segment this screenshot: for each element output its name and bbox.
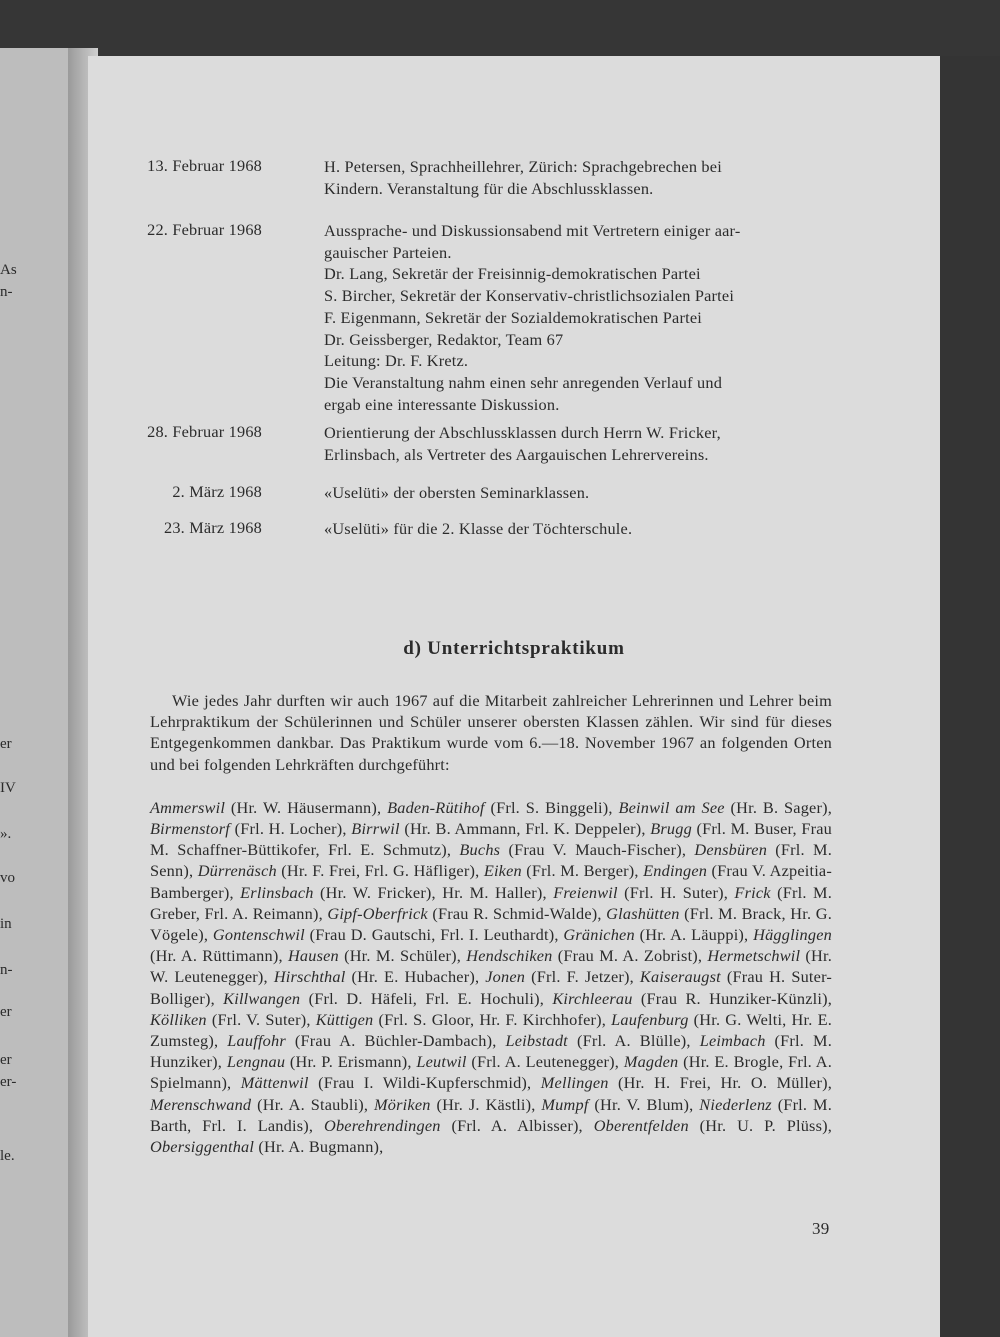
place-name: Birrwil xyxy=(351,819,400,839)
place-name: Obersiggenthal xyxy=(150,1137,255,1157)
place-teachers: (Hr. H. Frei, Hr. O. Müller), xyxy=(608,1073,832,1093)
place-name: Ammerswil xyxy=(150,797,226,817)
event-description xyxy=(324,482,832,504)
place-name: Hermetschwil xyxy=(707,946,801,966)
place-name: Niederlenz xyxy=(699,1094,772,1114)
place-name: Mumpf xyxy=(541,1094,589,1114)
place-teachers: (Frl. S. Binggeli), xyxy=(484,797,619,817)
place-teachers: (Hr. G. Welti, Hr. E. Zumsteg), xyxy=(150,1009,833,1051)
place-name: Beinwil am See xyxy=(618,797,725,817)
event-description-line: Kindern. Veranstaltung für die Abschlussklassen. xyxy=(324,178,654,198)
place-name: Densbüren xyxy=(694,840,768,860)
place-name: Dürrenäsch xyxy=(197,861,277,881)
place-teachers: (Frl. D. Häfeli, Frl. E. Hochuli), xyxy=(300,988,553,1008)
left-page-fragment: le. xyxy=(0,1148,15,1164)
place-name: Gipf-Oberfrick xyxy=(327,903,428,923)
place-name: Lauffohr xyxy=(227,1031,286,1051)
event-description xyxy=(324,518,832,540)
intro-paragraph: Wie jedes Jahr durften wir auch 1967 auf die Mitarbeit zahlreicher Lehrerinnen und Lehrer beim Lehrpraktikum der Schülerinnen und Schüler unserer obersten Klassen zählen. Wir sind für dieses Entgegenkommen dankbar. Das Praktikum wurde vom 6.—18. November 1967 an folgenden Orten und bei folgenden Lehrkräften durchgeführt: xyxy=(150,691,832,774)
place-teachers: (Frau R. Hunziker-Künzli), xyxy=(632,988,833,1008)
place-teachers: (Hr. W. Fricker), Hr. M. Haller), xyxy=(313,882,554,902)
event-date: 23. März 1968 xyxy=(163,518,262,537)
event-description-line: Orientierung der Abschlussklassen durch Herrn W. Fricker, xyxy=(324,423,721,442)
place-teachers: (Frau I. Wildi-Kupferschmid), xyxy=(308,1073,541,1093)
place-name: Erlinsbach xyxy=(240,882,314,902)
left-page-fragment: in xyxy=(0,916,12,932)
place-teachers: (Hr. V. Blum), xyxy=(588,1094,700,1114)
event-description-line: «Uselüti» der obersten Seminarklassen. xyxy=(324,483,590,502)
place-teachers: (Frl. M. Hunziker), xyxy=(150,1031,833,1072)
event-description-line: Leitung: Dr. F. Kretz. xyxy=(324,351,469,371)
place-teachers: (Hr. E. Brogle, Frl. A. Spielmann), xyxy=(150,1052,833,1093)
place-teachers: (Frl. M. Brack, Hr. G. Vögele), xyxy=(150,903,832,945)
place-name: Jonen xyxy=(485,967,526,987)
scan-background-top xyxy=(0,0,1000,56)
place-name: Hägglingen xyxy=(753,925,832,945)
place-name: Hendschiken xyxy=(466,946,553,966)
page xyxy=(88,56,940,1337)
place-teachers: (Hr. P. Erismann), xyxy=(285,1052,417,1072)
event-description-line: Die Veranstaltung nahm einen sehr anregenden Verlauf und xyxy=(324,372,723,392)
place-name: Kirchleerau xyxy=(552,988,633,1008)
place-teachers: (Hr. A. Rüttimann), xyxy=(150,946,288,966)
place-teachers: (Hr. W. Häusermann), xyxy=(225,797,388,817)
place-name: Baden-Rütihof xyxy=(387,797,485,817)
place-name: Glashütten xyxy=(606,903,680,923)
left-page-fragment: n- xyxy=(0,962,13,978)
place-name: Frick xyxy=(734,882,771,902)
event-description-line: Dr. Lang, Sekretär der Freisinnig-demokratischen Partei xyxy=(324,264,701,284)
place-teachers: (Hr. B. Sager), xyxy=(724,797,832,817)
place-name: Oberehrendingen xyxy=(323,1115,441,1135)
place-teachers: (Hr. M. Schüler), xyxy=(338,946,467,966)
place-name: Freienwil xyxy=(553,882,618,902)
event-description-line: S. Bircher, Sekretär der Konservativ-christlichsozialen Partei xyxy=(324,286,735,306)
left-page-fragment: n- xyxy=(0,284,13,300)
place-teachers: (Hr. A. Bugmann), xyxy=(254,1137,384,1157)
body-text xyxy=(150,636,832,1157)
event-description-line: gauischer Parteien. xyxy=(324,242,452,262)
place-name: Lengnau xyxy=(226,1052,286,1072)
place-teachers: (Frl. V. Suter), xyxy=(206,1009,316,1029)
place-name: Leimbach xyxy=(699,1031,766,1051)
place-name: Kölliken xyxy=(150,1009,207,1029)
place-teachers: (Hr. B. Ammann, Frl. K. Deppeler), xyxy=(399,819,651,839)
event-description-line: H. Petersen, Sprachheillehrer, Zürich: Sprachgebrechen bei xyxy=(324,157,722,176)
event-date: 28. Februar 1968 xyxy=(147,422,262,441)
place-name: Mellingen xyxy=(540,1073,609,1093)
place-teachers: (Hr. W. Leutenegger), xyxy=(150,946,833,987)
place-teachers: (Frl. A. Albisser), xyxy=(440,1115,594,1135)
place-name: Magden xyxy=(623,1052,679,1072)
event-description-line: ergab eine interessante Diskussion. xyxy=(324,394,560,414)
place-teachers: (Hr. A. Staubli), xyxy=(251,1094,375,1114)
place-name: Kaiseraugst xyxy=(639,967,721,987)
left-page-fragment: As xyxy=(0,262,17,278)
left-page-fragment: vo xyxy=(0,870,15,886)
place-teachers: (Frl. S. Gloor, Hr. F. Kirchhofer), xyxy=(373,1009,612,1029)
place-teachers: (Hr. E. Hubacher), xyxy=(345,967,486,987)
place-teachers: (Frl. M. Barth, Frl. I. Landis), xyxy=(150,1094,832,1135)
event-date: 13. Februar 1968 xyxy=(147,156,262,175)
event-description xyxy=(324,422,832,465)
event-description-line: F. Eigenmann, Sekretär der Sozialdemokratischen Partei xyxy=(324,307,702,327)
event-description-line: Aussprache- und Diskussionsabend mit Vertretern einiger aar- xyxy=(324,221,741,240)
place-teachers: (Hr. J. Kästli), xyxy=(430,1094,542,1114)
place-name: Endingen xyxy=(643,861,708,881)
event-description-line: Erlinsbach, als Vertreter des Aargauischen Lehrervereins. xyxy=(324,444,709,464)
place-teachers: (Frau D. Gautschi, Frl. I. Leuthardt), xyxy=(304,925,564,945)
place-name: Küttigen xyxy=(315,1009,374,1029)
place-name: Hausen xyxy=(287,946,339,966)
place-name: Gränichen xyxy=(563,925,635,945)
event-description xyxy=(324,156,832,199)
event-date: 22. Februar 1968 xyxy=(147,220,262,239)
place-name: Leutwil xyxy=(416,1052,467,1072)
place-name: Eiken xyxy=(483,861,522,881)
section-heading: d) Unterrichtspraktikum xyxy=(403,638,625,659)
place-name: Killwangen xyxy=(223,988,301,1008)
places-paragraph xyxy=(150,797,832,1157)
event-description-line: «Uselüti» für die 2. Klasse der Töchterschule. xyxy=(324,519,633,538)
place-name: Mättenwil xyxy=(240,1073,309,1093)
place-name: Laufenburg xyxy=(611,1009,689,1029)
event-date: 2. März 1968 xyxy=(172,482,262,501)
place-teachers: (Frl. A. Leutenegger), xyxy=(466,1052,624,1072)
event-description xyxy=(324,220,832,415)
scan-background-right xyxy=(940,56,1000,1337)
place-teachers: (Frau A. Büchler-Dambach), xyxy=(285,1031,506,1051)
left-page-fragment: er xyxy=(0,736,12,752)
left-page-fragment: er- xyxy=(0,1074,17,1090)
page-number: 39 xyxy=(812,1219,830,1238)
place-teachers: (Hr. U. P. Plüss), xyxy=(688,1115,832,1135)
place-name: Merenschwand xyxy=(150,1094,252,1114)
event-description-line: Dr. Geissberger, Redaktor, Team 67 xyxy=(324,329,564,349)
place-teachers: (Frl. M. Berger), xyxy=(521,861,644,881)
place-teachers: (Frl. A. Blülle), xyxy=(567,1031,700,1051)
place-teachers: (Frau R. Schmid-Walde), xyxy=(427,903,607,923)
place-name: Leibstadt xyxy=(505,1031,568,1051)
place-teachers: (Hr. F. Frei, Frl. G. Häfliger), xyxy=(276,861,484,881)
left-page-fragment: IV xyxy=(0,780,16,796)
place-teachers: (Frl. M. Greber, Frl. A. Reimann), xyxy=(150,882,832,923)
place-teachers: (Frl. M. Buser, Frau M. Schaffner-Büttikofer, Frl. E. Schmutz), xyxy=(150,819,832,860)
place-name: Brugg xyxy=(650,819,692,839)
place-teachers: (Frau M. A. Zobrist), xyxy=(552,946,708,966)
left-page-fragment: er xyxy=(0,1004,12,1020)
place-name: Birmenstorf xyxy=(150,819,230,839)
place-teachers: (Frau H. Suter-Bolliger), xyxy=(150,967,832,1008)
place-teachers: (Frl. H. Locher), xyxy=(230,819,352,839)
place-teachers: (Frau V. Mauch-Fischer), xyxy=(500,840,695,860)
place-teachers: (Frl. H. Suter), xyxy=(617,882,735,902)
place-teachers: (Frl. M. Senn), xyxy=(150,840,832,881)
place-name: Möriken xyxy=(374,1094,431,1114)
place-name: Oberentfelden xyxy=(593,1115,689,1135)
place-name: Buchs xyxy=(459,840,501,860)
left-page-fragment: ». xyxy=(0,826,12,842)
place-teachers: (Frl. F. Jetzer), xyxy=(525,967,640,987)
left-page-fragment: er xyxy=(0,1052,12,1068)
place-name: Gontenschwil xyxy=(212,925,305,945)
place-name: Hirschthal xyxy=(273,967,346,987)
place-teachers: (Frau V. Azpeitia-Bamberger), xyxy=(150,861,832,902)
place-teachers: (Hr. A. Läuppi), xyxy=(634,925,754,945)
